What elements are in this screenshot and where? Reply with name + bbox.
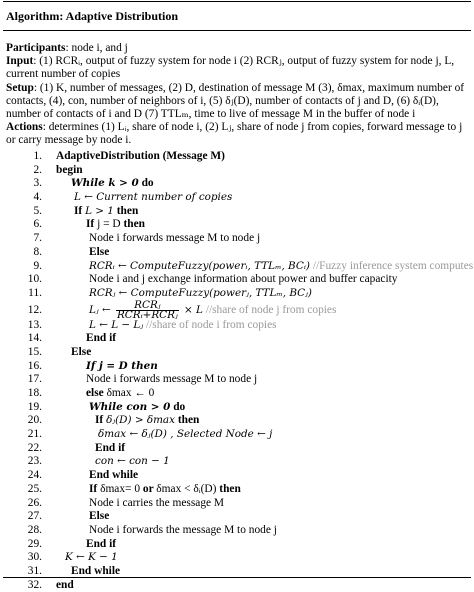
line-number: 3. bbox=[33, 177, 42, 190]
code-text: Node i carries the message M bbox=[89, 496, 225, 509]
code-text: δmax < δᵢ(D) bbox=[156, 482, 217, 495]
code-text: Node i and j exchange information about power and buffer capacity bbox=[89, 273, 398, 286]
keyword: If j = D then bbox=[86, 359, 158, 372]
line-code bbox=[86, 218, 145, 231]
code-text: Node i forwards message M to node j bbox=[86, 373, 258, 386]
line-number: 15. bbox=[27, 345, 42, 358]
line-code bbox=[89, 401, 185, 414]
pseudocode-line bbox=[0, 164, 474, 178]
line-number: 5. bbox=[33, 204, 42, 217]
code-text: L ← Current number of copies bbox=[74, 191, 233, 204]
line-number: 16. bbox=[27, 359, 42, 372]
pseudocode-line bbox=[0, 551, 474, 565]
line-code bbox=[89, 319, 277, 332]
keyword: End if bbox=[95, 441, 126, 454]
code-text: L > 1 bbox=[85, 204, 114, 217]
line-number: 23. bbox=[27, 455, 42, 468]
setup-label: Setup bbox=[6, 81, 34, 94]
code-text: K ← K − 1 bbox=[65, 551, 118, 564]
pseudocode-line bbox=[0, 246, 474, 260]
pseudocode-line bbox=[0, 401, 474, 415]
code-text: δⱼ(D) > δmax bbox=[106, 414, 175, 427]
line-number: 6. bbox=[33, 218, 42, 231]
input-label: Input bbox=[6, 55, 34, 68]
line-number: 31. bbox=[27, 564, 42, 577]
setup-row bbox=[6, 82, 472, 122]
pseudocode-line bbox=[0, 346, 474, 360]
keyword: or bbox=[142, 482, 157, 495]
line-number: 20. bbox=[27, 414, 42, 427]
line-number: 30. bbox=[27, 551, 42, 564]
pseudocode-line bbox=[0, 469, 474, 483]
line-code bbox=[71, 346, 91, 359]
keyword: begin bbox=[56, 163, 83, 176]
keyword: End while bbox=[71, 564, 121, 577]
participants-row bbox=[6, 42, 472, 55]
participants-label: Participants bbox=[6, 42, 66, 54]
line-number: 32. bbox=[27, 578, 42, 591]
line-code bbox=[74, 191, 232, 204]
pseudocode-line bbox=[0, 428, 474, 442]
keyword: While con > 0 bbox=[89, 400, 171, 413]
line-number: 21. bbox=[27, 428, 42, 441]
participants-text: : node i, and j bbox=[65, 42, 128, 54]
keyword: do bbox=[138, 177, 154, 190]
pseudocode-line bbox=[0, 205, 474, 219]
line-code bbox=[74, 205, 138, 218]
line-code bbox=[89, 524, 277, 537]
keyword: then bbox=[216, 482, 241, 495]
line-number: 13. bbox=[27, 318, 42, 331]
actions-row bbox=[6, 121, 472, 147]
line-number: 1. bbox=[33, 150, 42, 162]
pseudocode-line bbox=[0, 442, 474, 456]
line-code bbox=[89, 232, 260, 245]
pseudocode-line bbox=[0, 191, 474, 205]
pseudocode-line bbox=[0, 483, 474, 497]
pseudocode-line bbox=[0, 232, 474, 246]
line-number: 9. bbox=[33, 259, 42, 272]
code-text: Node i forwards message M to node j bbox=[89, 232, 261, 245]
keyword: If bbox=[89, 482, 101, 495]
line-code bbox=[89, 287, 312, 300]
line-code bbox=[89, 497, 224, 510]
code-text: L ← L − Lⱼ bbox=[89, 318, 144, 331]
line-number: 22. bbox=[27, 441, 42, 454]
keyword: End if bbox=[86, 332, 117, 345]
code-text: RCRᵢ ← ComputeFuzzy(powerᵢ, TTLₘ, BCᵢ) bbox=[89, 259, 310, 272]
keyword: then bbox=[120, 218, 145, 231]
keyword: If bbox=[95, 414, 107, 427]
algorithm-title: Algorithm: Adaptive Distribution bbox=[6, 9, 179, 23]
pseudocode-line bbox=[0, 150, 474, 164]
line-number: 19. bbox=[27, 400, 42, 413]
line-code bbox=[86, 332, 116, 345]
pseudocode-lines bbox=[0, 150, 474, 592]
keyword: else bbox=[86, 387, 107, 399]
pseudocode-line bbox=[0, 387, 474, 401]
input-text: : (1) RCRᵢ, output of fuzzy system for node i (2) RCRⱼ, output of fuzzy system for node j, L, current number of copies bbox=[6, 55, 455, 81]
pseudocode-line bbox=[0, 319, 474, 333]
pseudocode-line bbox=[0, 260, 474, 274]
keyword: End if bbox=[86, 537, 117, 550]
keyword: While k > 0 bbox=[71, 177, 139, 190]
keyword: AdaptiveDistribution (Message M) bbox=[56, 150, 225, 162]
line-code bbox=[98, 428, 272, 441]
top-rule bbox=[3, 1, 471, 2]
line-code bbox=[89, 469, 138, 482]
pseudocode-line bbox=[0, 455, 474, 469]
line-number: 17. bbox=[27, 373, 42, 386]
line-number: 24. bbox=[27, 469, 42, 482]
keyword: Else bbox=[89, 245, 110, 258]
pseudocode-line bbox=[0, 510, 474, 524]
line-code bbox=[86, 373, 257, 386]
line-code bbox=[56, 164, 83, 177]
line-number: 18. bbox=[27, 387, 42, 399]
line-number: 7. bbox=[33, 232, 42, 245]
keyword: End while bbox=[89, 469, 139, 482]
line-number: 26. bbox=[27, 496, 42, 509]
code-text: δmax= 0 bbox=[100, 482, 143, 495]
keyword: If bbox=[86, 218, 98, 231]
pseudocode-line bbox=[0, 497, 474, 511]
line-comment: //Fuzzy inference system computes bbox=[309, 259, 474, 272]
line-code bbox=[56, 150, 225, 163]
line-code bbox=[89, 246, 109, 259]
line-code bbox=[86, 360, 158, 373]
code-text: con ← con − 1 bbox=[95, 455, 170, 468]
pseudocode-line bbox=[0, 538, 474, 552]
line-code bbox=[71, 177, 154, 190]
input-row bbox=[6, 55, 472, 81]
pseudocode-line bbox=[0, 218, 474, 232]
line-number: 27. bbox=[27, 510, 42, 523]
code-text: δmax ← δⱼ(D) , Selected Node ← j bbox=[98, 428, 273, 441]
line-number: 11. bbox=[28, 286, 42, 299]
keyword: then bbox=[113, 204, 139, 217]
algorithm-header bbox=[6, 42, 472, 148]
keyword: Else bbox=[71, 345, 92, 358]
line-code bbox=[65, 551, 118, 564]
line-number: 4. bbox=[33, 191, 42, 204]
fraction-denominator: RCRᵢ+RCRⱼ bbox=[116, 308, 178, 321]
keyword: end bbox=[56, 578, 74, 591]
line-code bbox=[86, 387, 154, 400]
line-code bbox=[95, 442, 125, 455]
line-number: 14. bbox=[27, 332, 42, 345]
pseudocode-line bbox=[0, 298, 474, 321]
setup-text: : (1) K, number of messages, (2) D, destination of message M (3), δmax, maximum number of contacts, (4), con, number of neighbors of i, (5) δⱼ(D), number of contacts of j and D, (6) δᵢ(D), number of contacts of i and D (7) TTLₘ, time to live of message M in the buffer of node i bbox=[6, 81, 465, 121]
pseudocode-line bbox=[0, 177, 474, 191]
actions-text: : determines (1) Lᵢ, share of node i, (2) Lⱼ, share of node j from copies, forward message to j or carry message by node i. bbox=[6, 121, 463, 147]
pseudocode-line bbox=[0, 414, 474, 428]
actions-label: Actions bbox=[6, 121, 43, 134]
line-code bbox=[89, 260, 473, 273]
fraction-numerator: RCRⱼ bbox=[116, 301, 179, 311]
line-code bbox=[89, 298, 337, 321]
line-number: 12. bbox=[27, 303, 42, 316]
pseudocode-line bbox=[0, 373, 474, 387]
code-text: δmax ← 0 bbox=[106, 387, 155, 399]
line-number: 10. bbox=[27, 273, 42, 286]
title-rule bbox=[3, 30, 471, 31]
keyword: If bbox=[74, 204, 86, 217]
code-text: RCRⱼ ← ComputeFuzzy(powerⱼ, TTLₘ, BCⱼ) bbox=[89, 286, 312, 299]
line-comment: //share of node i from copies bbox=[143, 318, 277, 331]
line-code bbox=[95, 414, 199, 427]
fraction bbox=[116, 298, 179, 321]
pseudocode-line bbox=[0, 332, 474, 346]
keyword: do bbox=[170, 400, 186, 413]
keyword: Else bbox=[89, 510, 110, 523]
pseudocode-line bbox=[0, 273, 474, 287]
line-number: 8. bbox=[33, 245, 42, 258]
line-number: 29. bbox=[27, 537, 42, 550]
code-text: Node i forwards the message M to node j bbox=[89, 523, 277, 536]
fraction-rhs: × L bbox=[180, 303, 203, 316]
line-code bbox=[89, 510, 109, 523]
line-code bbox=[89, 273, 398, 286]
line-comment: //share of node j from copies bbox=[202, 303, 337, 316]
line-number: 25. bbox=[27, 482, 42, 495]
line-code bbox=[89, 483, 241, 496]
pseudocode-line bbox=[0, 524, 474, 538]
keyword: then bbox=[175, 414, 200, 427]
pseudocode-line bbox=[0, 579, 474, 592]
line-code bbox=[95, 455, 170, 468]
line-number: 2. bbox=[33, 163, 42, 176]
pseudocode-line bbox=[0, 287, 474, 301]
fraction-lhs: Lⱼ ← bbox=[89, 303, 114, 316]
line-code bbox=[56, 579, 74, 592]
code-text: j = D bbox=[97, 218, 121, 231]
pseudocode-line bbox=[0, 360, 474, 374]
line-number: 28. bbox=[27, 523, 42, 536]
line-code bbox=[86, 538, 116, 551]
